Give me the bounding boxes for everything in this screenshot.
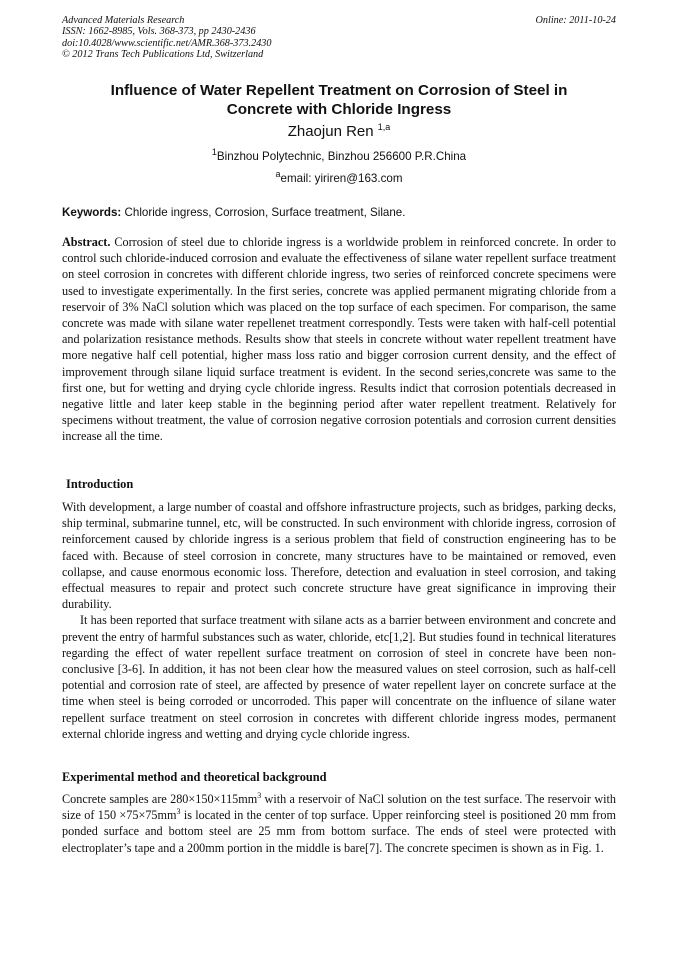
exp-text-1: Concrete samples are 280×150×115mm <box>62 792 258 806</box>
exp-text-3: is located in the center of top surface. Upper reinforcing steel is positioned 20 mm from ponded surface and bottom steel are 25 mm from bottom surface. The ends of steel were protected with electroplater’s tape and a 200mm portion in the middle is bare[7]. The concrete specimen is shown as in Fig. 1. <box>62 808 616 855</box>
copyright-line: © 2012 Trans Tech Publications Ltd, Switzerland <box>62 49 264 61</box>
intro-paragraph-2: It has been reported that surface treatment with silane acts as a barrier between environment and concrete and prevent the entry of harmful substances such as water, chloride, etc[1,2]. But studies found in technical literatures regarding the effect of water repellent surface treatment on corrosion of steel in concrete have been non-conclusive [3-6]. In addition, it has not been clear how the measured values on steel corrosion, such as half-cell potential and corrosion rate of steel, are affected by presence of water repellent layer on concrete surface at the time when steel is being corroded or uncorroded. This paper will concentrate on the influence of silane water repellent surface treatment on steel corrosion in concretes with different chloride ingress modes, permanent external chloride ingress and wetting and drying cycle chloride ingress. <box>62 613 616 741</box>
exp-text-2: with a reservoir of NaCl solution on the test surface. The reservoir with size of 150 ×75×75mm <box>62 792 616 823</box>
author-superscript: 1,a <box>377 122 391 132</box>
issn-line: ISSN: 1662-8985, Vols. 368-373, pp 2430-2436 <box>62 26 256 38</box>
abstract-text: Corrosion of steel due to chloride ingress is a worldwide problem in reinforced concrete. In order to control such chloride-induced corrosion and evaluate the effectiveness of silane water repellent surface treatment on steel corrosion in concretes with different chloride ingress, two series of reinforced concrete specimens were used to investigate experimentally. In the first series, concrete was applied permanent migrating chloride from a reservoir of 3% NaCl solution which was placed on the top surface of each specimen. For comparison, the same concrete was made with silane water repellenet treatment correspondly. Tests were taken with half-cell potential and polarization resistance methods. Results show that steels in concrete without water repellent treatment have more negative half cell potential, higher mass loss ratio and bigger corrosion current density, and the effect of improvement through silane liquid surface treatment is evident. In the second series,concrete was same to the first one, but for wetting and drying cycle chloride ingress. Results indict that corrosion potentials decreased in negative little and later keep stable in the beginning period after water repellent treatment. Relatively for specimens without treatment, the value of corrosion negative corrosion potentials and corrosion current densities increase all the time. <box>62 235 616 444</box>
exp-sup-2: 3 <box>176 807 181 817</box>
intro-paragraph-1: With development, a large number of coastal and offshore infrastructure projects, such as bridges, parking decks, ship terminal, submarine tunnel, etc, will be constructed. In such environment with chloride ingress, corrosion of reinforcement caused by chloride ingress is a serious problem that field of construction engineering has to be faced with. Because of steel corrosion in concrete, many structures have to be maintained or removed, even collapse, and cause enormous economic loss. Therefore, detection and evaluation in steel corrosion, and taking effectual measures to repair and protect such concrete structure have great significance in improving their durability. <box>62 500 616 612</box>
experimental-body <box>62 791 616 856</box>
doi-link[interactable]: doi:10.4028/www.scientific.net/AMR.368-373.2430 <box>62 37 272 49</box>
title-line-1: Influence of Water Repellent Treatment on Corrosion of Steel in <box>110 82 568 99</box>
introduction-body <box>62 499 616 742</box>
email-line <box>62 169 616 185</box>
experimental-paragraph <box>62 791 616 856</box>
paper-title <box>62 81 616 119</box>
introduction-heading: Introduction <box>66 477 134 491</box>
keywords <box>62 206 616 219</box>
keywords-label: Keywords: <box>62 206 122 219</box>
abstract-label: Abstract. <box>62 235 111 249</box>
journal-header <box>62 15 616 61</box>
keywords-text: Chloride ingress, Corrosion, Surface treatment, Silane. <box>121 206 406 219</box>
affiliation <box>62 147 616 163</box>
author-name: Zhaojun Ren <box>287 123 374 140</box>
affiliation-superscript: 1 <box>211 147 217 158</box>
experimental-heading: Experimental method and theoretical background <box>62 770 327 784</box>
email-superscript: a <box>275 169 281 180</box>
online-date: Online: 2011-10-24 <box>535 15 616 26</box>
abstract <box>62 234 616 445</box>
affiliation-text: Binzhou Polytechnic, Binzhou 256600 P.R.China <box>216 150 467 163</box>
exp-sup-1: 3 <box>257 790 262 800</box>
author-line <box>62 123 616 140</box>
email-address[interactable]: email: yiriren@163.com <box>280 172 403 185</box>
journal-name: Advanced Materials Research <box>62 15 185 26</box>
title-line-2: Concrete with Chloride Ingress <box>226 101 452 118</box>
